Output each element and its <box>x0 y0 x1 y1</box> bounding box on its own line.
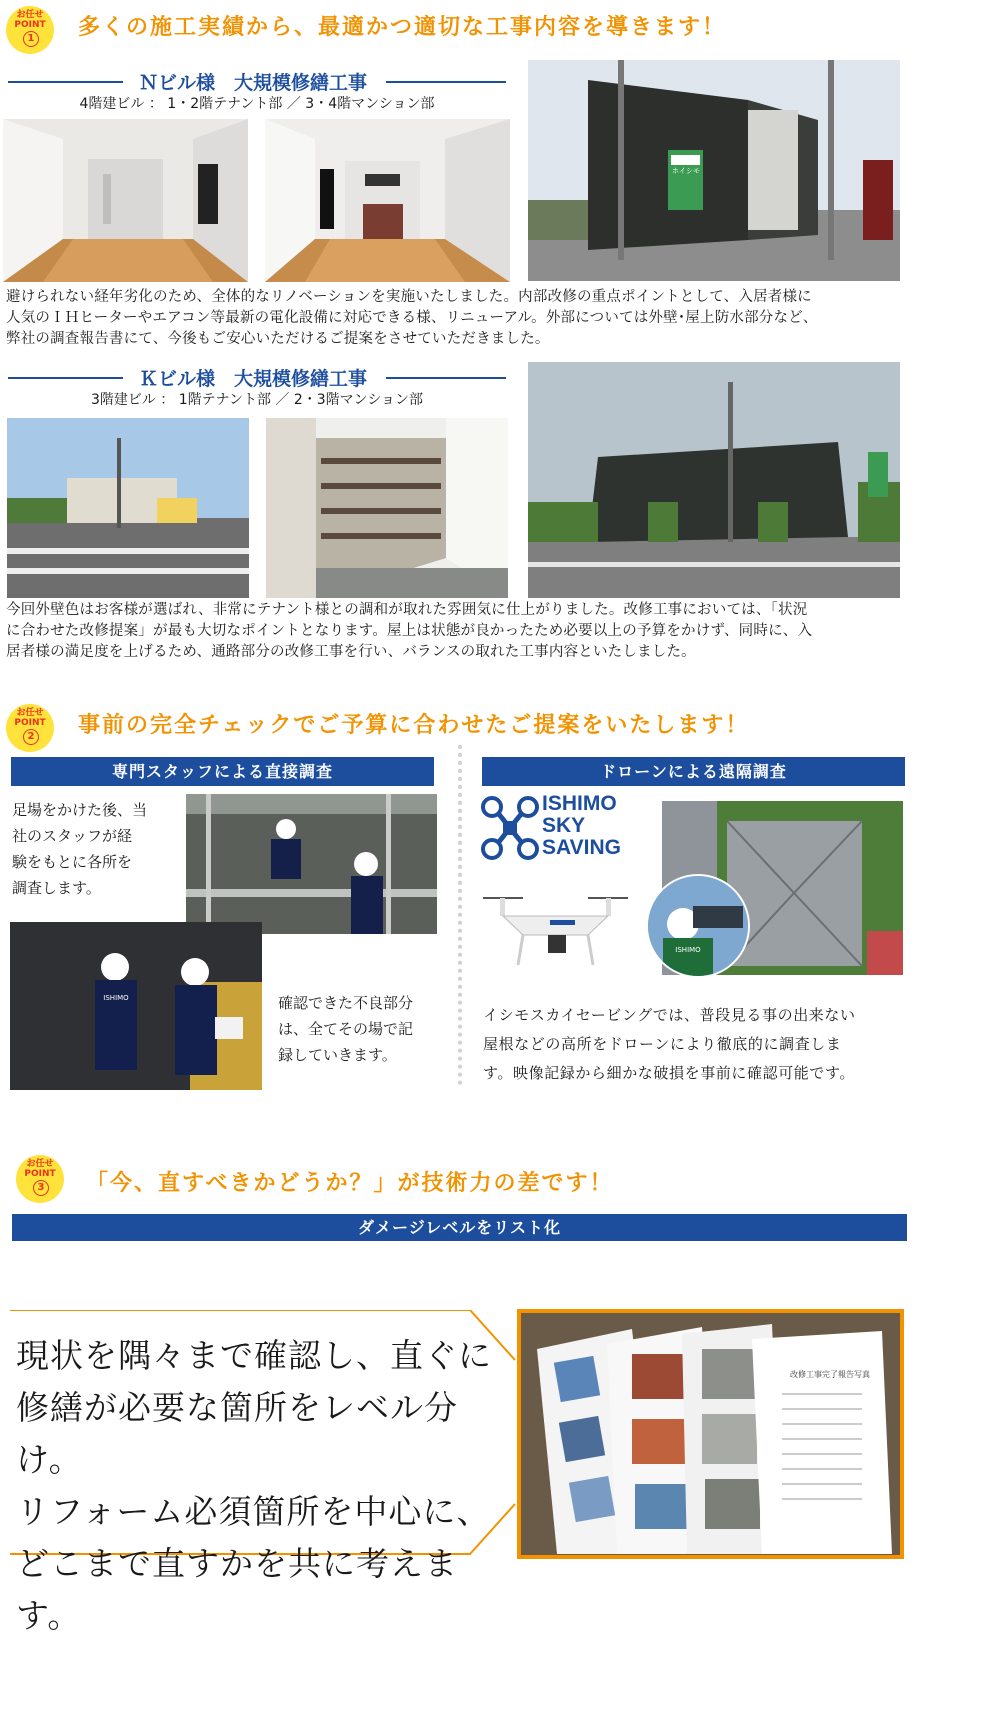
pilot-badge-text: ISHIMO <box>675 946 701 954</box>
point-badge-1 <box>6 6 54 54</box>
badge-label: お任せ <box>26 1159 54 1169</box>
point2-title: 事前の完全チェックでご予算に合わせたご提案をいたします！ <box>78 713 750 738</box>
k-building-description <box>6 600 911 663</box>
badge-number: 2 <box>23 729 39 745</box>
drone-text-line: イシモスカイセービングでは、普段見る事の出来ない <box>483 1006 856 1024</box>
drone-survey-bar: ドローンによる遠隔調査 <box>482 757 905 786</box>
point3-text-line: リフォーム必須箇所を中心に、 <box>16 1492 491 1531</box>
logo-text-line: ISHIMO <box>542 792 617 815</box>
point3-text-line: どこまで直すかを共に考えます。 <box>16 1544 458 1635</box>
n-building-description <box>6 287 911 350</box>
staff-record-text <box>278 990 453 1068</box>
badge-number: 3 <box>33 1180 49 1196</box>
n-building-subtitle: 4階建ビル ： 1・2階テナント部 ／ 3・4階マンション部 <box>79 96 435 112</box>
staff-inspection-photo <box>10 922 262 1090</box>
k-title-line-left <box>8 377 123 379</box>
logo-text-line: SAVING <box>542 836 621 859</box>
drone-text-line: 屋根などの高所をドローンにより徹底的に調査しま <box>483 1035 842 1053</box>
k-desc-line: 居者様の満足度を上げるため、通路部分の改修工事を行い、バランスの取れた工事内容といたしました。 <box>6 644 696 660</box>
k-desc-line: に合わせた改修提案」が最も大切なポイントとなります。屋上は状態が良かったため必要以上の予算をかけず、同時に、入 <box>6 623 813 639</box>
badge-point: POINT <box>24 1169 56 1179</box>
n-title-line-right <box>386 81 506 83</box>
n-building-title: Ｎビル様 大規模修繕工事 <box>138 72 367 94</box>
k-stairs-photo <box>266 418 508 598</box>
n-desc-line: 弊社の調査報告書にて、今後もご安心いただけるご提案をさせていただきました。 <box>6 331 550 347</box>
n-building-sign: ホイシモ <box>672 167 700 175</box>
n-title-line-left <box>8 81 123 83</box>
drone-pilot-photo <box>646 874 750 978</box>
badge-number: 1 <box>23 31 39 47</box>
dotted-divider <box>458 745 462 1085</box>
staff-scaffold-photo <box>186 794 437 934</box>
drone-logo-icon <box>480 795 540 861</box>
staff-text-line: 験をもとに各所を <box>12 853 133 871</box>
n-interior-photo-2 <box>265 119 510 282</box>
damage-report-photo <box>517 1309 904 1559</box>
n-building-exterior-photo <box>528 60 900 281</box>
staff-survey-bar: 専門スタッフによる直接調査 <box>11 757 434 786</box>
k-title-line-right <box>386 377 506 379</box>
badge-point: POINT <box>14 20 46 30</box>
k-building-title: Ｋビル様 大規模修繕工事 <box>138 368 367 390</box>
drone-text-line: す。映像記録から細かな破損を事前に確認可能です。 <box>483 1064 856 1082</box>
badge-label: お任せ <box>16 10 44 20</box>
drone-photo <box>478 880 633 970</box>
logo-text-line: SKY <box>542 814 586 837</box>
k-street-photo <box>7 418 249 598</box>
report-sheet-title: 改修工事完了報告写真 <box>790 1370 870 1379</box>
point-badge-2 <box>6 704 54 752</box>
damage-level-bar: ダメージレベルをリスト化 <box>12 1214 907 1241</box>
ishimo-sky-saving-logo <box>480 793 655 863</box>
staff-vest-text: ISHIMO <box>103 994 129 1002</box>
staff-text-line: 社のスタッフが経 <box>12 827 133 845</box>
point3-text-line: 修繕が必要な箇所をレベル分け。 <box>16 1388 458 1479</box>
point3-text <box>16 1330 521 1642</box>
staff-record-line: は、全てその場で記 <box>278 1020 414 1038</box>
point3-text-line: 現状を隅々まで確認し、直ぐに <box>16 1336 492 1375</box>
n-interior-photo-1 <box>3 119 248 282</box>
drone-survey-text <box>483 1001 913 1088</box>
staff-record-line: 確認できた不良部分 <box>278 994 414 1012</box>
k-building-subtitle: 3階建ビル ： 1階テナント部 ／ 2・3階マンション部 <box>90 392 424 408</box>
point-badge-3 <box>16 1155 64 1203</box>
k-building-exterior-photo <box>528 362 900 598</box>
badge-label: お任せ <box>16 708 44 718</box>
n-desc-line: 避けられない経年劣化のため、全体的なリノベーションを実施いたしました。内部改修の重点ポイントとして、入居者様に <box>6 289 812 305</box>
staff-survey-text <box>12 797 182 901</box>
k-desc-line: 今回外壁色はお客様が選ばれ、非常にテナント様との調和が取れた雰囲気に仕上がりました。改修工事においては、「状況 <box>6 602 808 618</box>
badge-point: POINT <box>14 718 46 728</box>
point1-title: 多くの施工実績から、最適かつ適切な工事内容を導きます！ <box>78 15 727 40</box>
staff-text-line: 足場をかけた後、当 <box>12 801 148 819</box>
point3-title: 「今、直すべきかどうか？」が技術力の差です！ <box>86 1171 614 1196</box>
staff-text-line: 調査します。 <box>12 879 101 897</box>
staff-record-line: 録していきます。 <box>278 1046 397 1064</box>
n-desc-line: 人気のＩＨヒーターやエアコン等最新の電化設備に対応できる様、リニューアル。外部については外壁･屋上防水部分など、 <box>6 310 818 326</box>
